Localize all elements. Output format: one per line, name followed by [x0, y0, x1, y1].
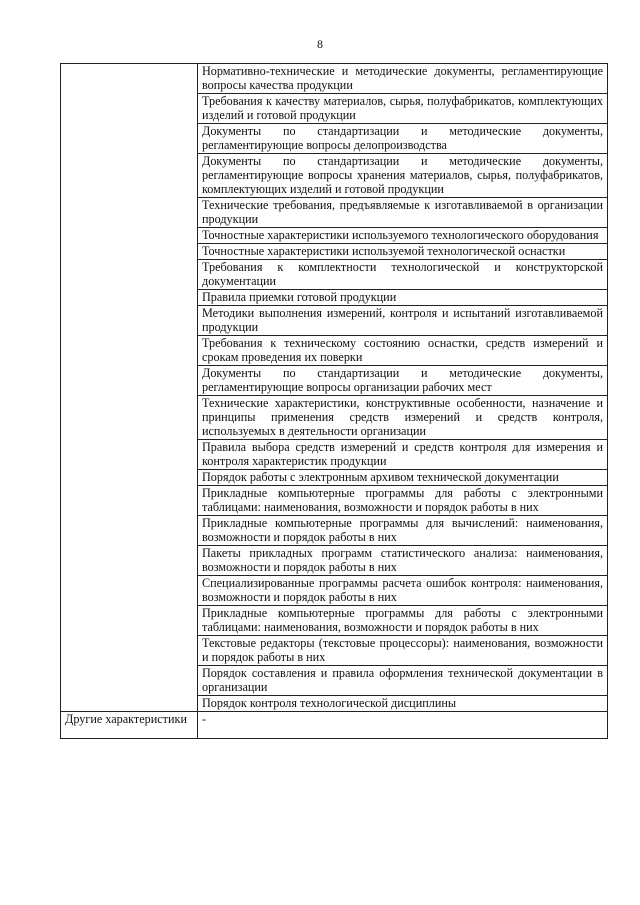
requirement-item: Порядок работы с электронным архивом технической документации — [198, 470, 608, 486]
requirement-item: Прикладные компьютерные программы для вычислений: наименования, возможности и порядок работы в них — [198, 516, 608, 546]
requirement-item: Требования к качеству материалов, сырья, полуфабрикатов, комплектующих изделий и готовой продукции — [198, 94, 608, 124]
section-label-cell — [61, 64, 198, 712]
requirement-item: Порядок составления и правила оформления технической документации в организации — [198, 666, 608, 696]
requirement-item: Прикладные компьютерные программы для работы с электронными таблицами: наименования, возможности и порядок работы в них — [198, 486, 608, 516]
requirement-item: Прикладные компьютерные программы для работы с электронными таблицами: наименования, возможности и порядок работы в них — [198, 606, 608, 636]
requirements-table — [60, 63, 608, 739]
requirement-item: Специализированные программы расчета ошибок контроля: наименования, возможности и порядок работы в них — [198, 576, 608, 606]
requirement-item: Точностные характеристики используемой технологической оснастки — [198, 244, 608, 260]
requirement-item: Технические характеристики, конструктивные особенности, назначение и принципы применения средств измерений и средств контроля, используемых в деятельности организации — [198, 396, 608, 440]
requirement-item: Методики выполнения измерений, контроля и испытаний изготавливаемой продукции — [198, 306, 608, 336]
requirement-item: Документы по стандартизации и методические документы, регламентирующие вопросы организации рабочих мест — [198, 366, 608, 396]
table-row-other — [61, 712, 608, 739]
page-number: 8 — [317, 37, 323, 51]
requirement-item: Технические требования, предъявляемые к изготавливаемой в организации продукции — [198, 198, 608, 228]
other-characteristics-label: Другие характеристики — [61, 712, 198, 739]
requirement-item: Документы по стандартизации и методические документы, регламентирующие вопросы делопроизводства — [198, 124, 608, 154]
requirement-item: Текстовые редакторы (текстовые процессоры): наименования, возможности и порядок работы в них — [198, 636, 608, 666]
table-row — [61, 64, 608, 94]
requirement-item: Правила выбора средств измерений и средств контроля для измерения и контроля характеристик продукции — [198, 440, 608, 470]
requirement-item: Точностные характеристики используемого технологического оборудования — [198, 228, 608, 244]
requirement-item: Документы по стандартизации и методические документы, регламентирующие вопросы хранения материалов, сырья, полуфабрикатов, комплектующих изделий и готовой продукции — [198, 154, 608, 198]
requirement-item: Требования к комплектности технологической и конструкторской документации — [198, 260, 608, 290]
requirement-item: Пакеты прикладных программ статистического анализа: наименования, возможности и порядок работы в них — [198, 546, 608, 576]
other-characteristics-value: - — [198, 712, 608, 739]
requirement-item: Правила приемки готовой продукции — [198, 290, 608, 306]
requirement-item: Порядок контроля технологической дисциплины — [198, 696, 608, 712]
requirement-item: Нормативно-технические и методические документы, регламентирующие вопросы качества продукции — [198, 64, 608, 94]
requirements-table-body — [61, 64, 608, 739]
requirement-item: Требования к техническому состоянию оснастки, средств измерений и срокам проведения их поверки — [198, 336, 608, 366]
